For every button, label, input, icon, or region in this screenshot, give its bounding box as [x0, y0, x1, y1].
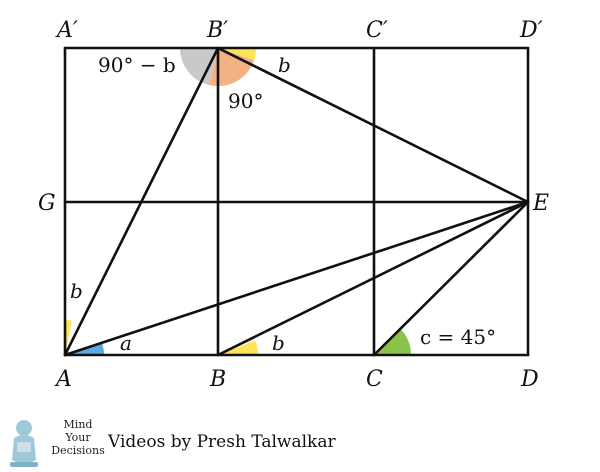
credit-text: Videos by Presh Talwalkar: [108, 432, 336, 452]
label-E: E: [533, 191, 550, 216]
label-G: G: [38, 191, 56, 216]
angle-label-top-b: b: [278, 53, 291, 77]
label-A-prime: A′: [57, 18, 78, 43]
label-B-prime: B′: [207, 18, 229, 43]
angle-label-B-b: b: [272, 331, 285, 355]
angle-label-C-c: c = 45°: [420, 325, 497, 349]
logo-line-mind: Mind: [63, 418, 93, 431]
label-C-prime: C′: [366, 18, 388, 43]
label-B: B: [210, 367, 227, 392]
logo-line-decisions: Decisions: [51, 444, 105, 457]
angle-label-90-minus-b: 90° − b: [98, 53, 176, 77]
label-A: A: [56, 367, 72, 392]
mind-your-decisions-logo-icon: [6, 416, 44, 470]
label-D: D: [521, 367, 539, 392]
angle-label-A-a: a: [120, 331, 132, 355]
logo-text: [48, 418, 108, 457]
logo-line-your: Your: [65, 431, 91, 444]
angle-label-A-b: b: [70, 279, 83, 303]
label-D-prime: D′: [520, 18, 543, 43]
angle-label-90: 90°: [228, 89, 264, 113]
label-C: C: [366, 367, 383, 392]
footer: [0, 410, 600, 472]
